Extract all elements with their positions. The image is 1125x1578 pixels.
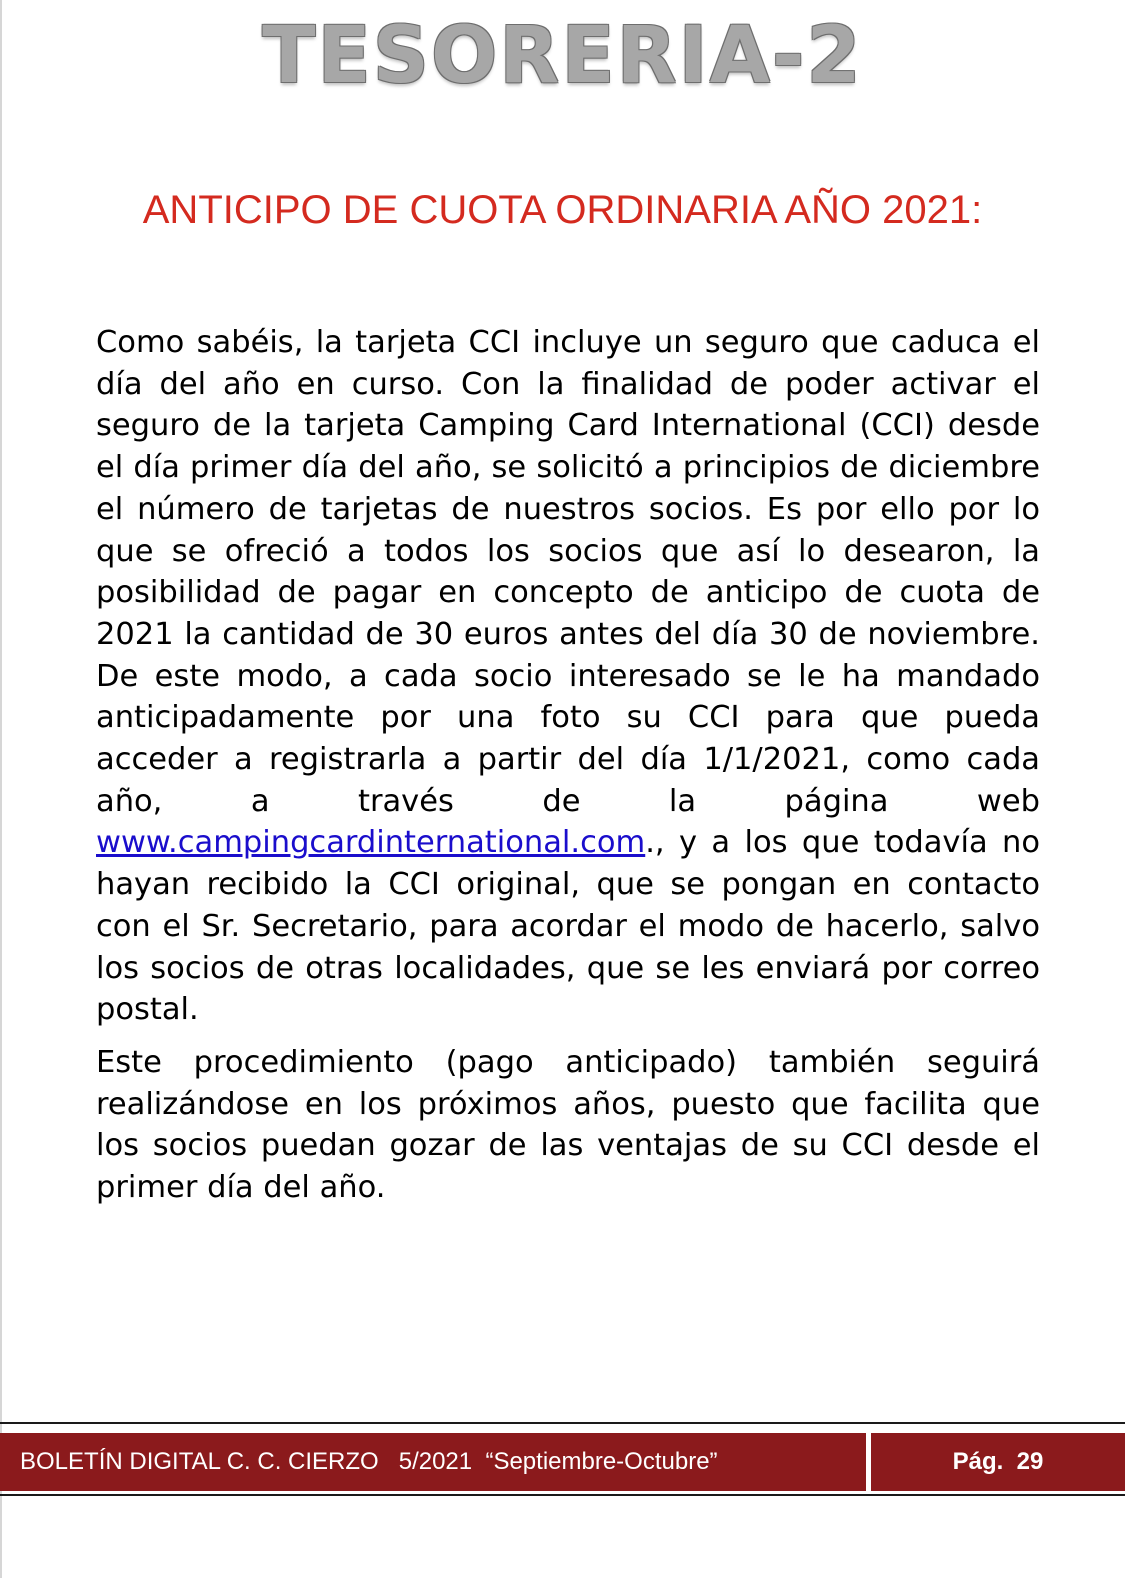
paragraph-1-text-end: ., y a los que todavía no hayan recibido la CCI original, que se pongan en contacto con el Sr. Secretario, para acordar el modo de hacerlo, salvo los socios de otras localidades, que se les enviará por correo postal. xyxy=(96,825,1040,1028)
article-paragraph-2: Este procedimiento (pago anticipado) también seguirá realizándose en los próximos años, puesto que facilita que los socios puedan gozar de las ventajas de su CCI desde el primer día del año. xyxy=(96,1044,1040,1206)
page-number: Pág. 29 xyxy=(952,1448,1044,1475)
article-body xyxy=(96,322,1040,1209)
section-heading: ANTICIPO DE CUOTA ORDINARIA AÑO 2021: xyxy=(142,188,983,232)
article-paragraph-1 xyxy=(96,322,1040,1031)
masthead-title: TESORERIA-2 xyxy=(262,11,863,101)
cci-website-link[interactable]: www.campingcardinternational.com xyxy=(96,825,646,861)
footer-top-rule xyxy=(0,1422,1125,1424)
footer-bar xyxy=(0,1433,1125,1491)
paragraph-1-text-start: Como sabéis, la tarjeta CCI incluye un seguro que caduca el día del año en curso. Con la finalidad de poder activar el seguro de la tarjeta Camping Card International (CCI) desde el día primer día del año, se solicitó a principios de diciembre el número de tarjetas de nuestros socios. Es por ello por lo que se ofreció a todos los socios que así lo desearon, la posibilidad de pagar en concepto de anticipo de cuota de 2021 la cantidad de 30 euros antes del día 30 de noviembre. De este modo, a cada socio interesado se le ha mandado anticipadamente por una foto su CCI para que pueda acceder a registrarla a partir del día 1/1/2021, como cada año, a través de la página web xyxy=(96,325,1040,819)
footer-publication: BOLETÍN DIGITAL C. C. CIERZO 5/2021 “Septiembre-Octubre” xyxy=(20,1448,718,1475)
footer-bottom-rule xyxy=(0,1494,1125,1496)
